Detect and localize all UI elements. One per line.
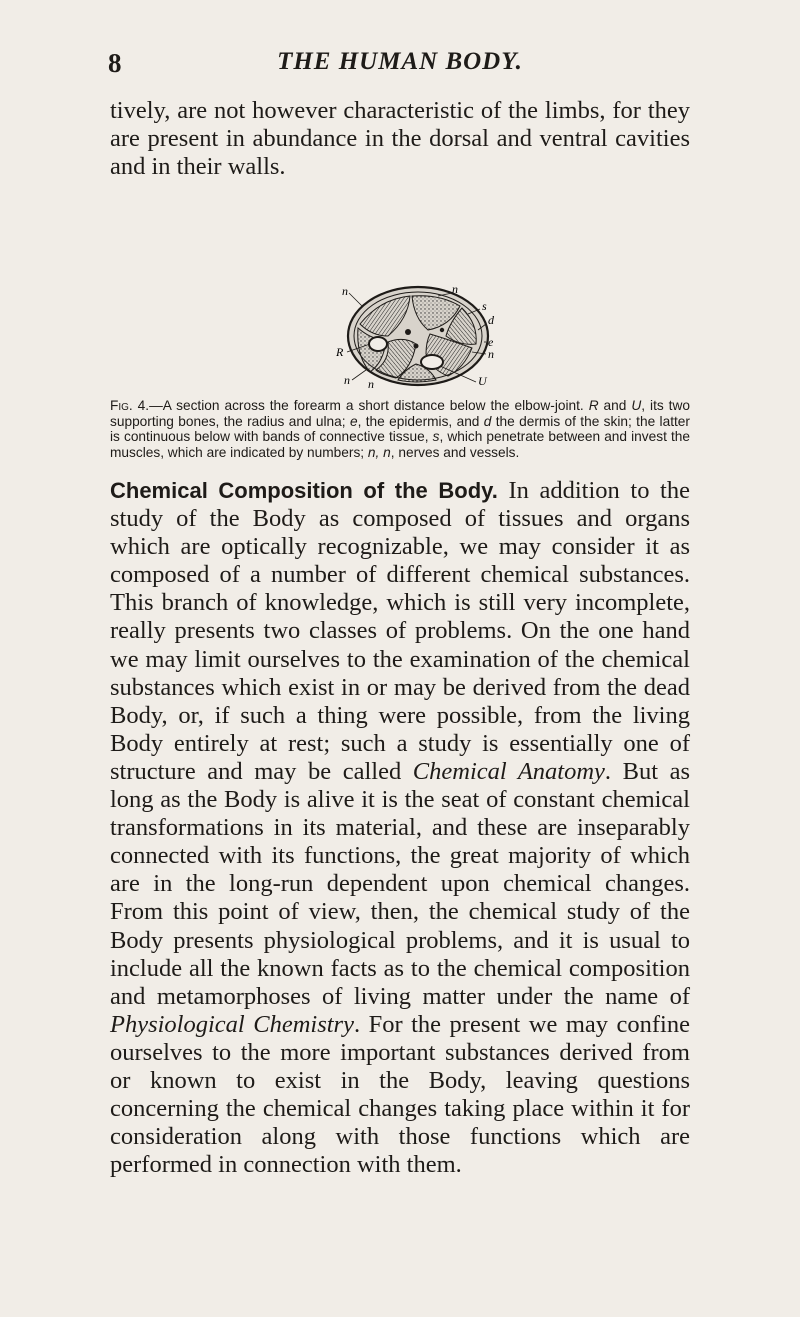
caption-text-2: and <box>598 398 632 413</box>
figure-label-R: R <box>336 345 344 359</box>
figure-caption <box>110 398 690 460</box>
intro-paragraph: tively, are not however characteristic of the limbs, for they are present in abundance in the dorsal and ventral cavities and in their walls. <box>110 97 690 181</box>
caption-d: d <box>483 413 492 429</box>
section-text-1: In addition to the study of the Body as composed of tissues and organs which are optically recognizable, we may consider it as composed of a number of different chemical substances. This branch of knowledge, which is still very incomplete, really presents two classes of problems. On the one hand we may limit ourselves to the examination of the chemical substances which exist in or may be derived from the dead Body, or, if such a thing were possible, from the living Body entirely at rest; such a study is essentially one of structure and may be called <box>110 477 690 785</box>
chemical-composition-paragraph <box>110 477 690 1179</box>
caption-text-3: , its two supporting bones, the radius and ulna; <box>110 398 690 429</box>
figure-label-e: e <box>488 335 494 349</box>
figure-label-n-right: n <box>488 347 494 361</box>
caption-U: U <box>631 398 642 413</box>
term-physiological-chemistry: Physiological Chemistry <box>110 1010 354 1038</box>
caption-text-5: the dermis of the skin; the latter is continuous below with bands of connective tissue, <box>110 413 690 444</box>
section-text-3: . For the present we may confine ourselves to the more important substances derived from or known to exist in the Body, leaving questions concerning the chemical changes taking place within it for consideration along with those functions which are performed in connection with them. <box>110 1010 690 1179</box>
caption-figure-number: Fig. 4. <box>110 398 150 413</box>
figure-label-n-top: n <box>342 284 348 298</box>
figure-label-n-bottom: n <box>344 373 350 387</box>
term-chemical-anatomy: Chemical Anatomy <box>412 757 605 785</box>
page-number: 8 <box>108 48 122 78</box>
section-heading: Chemical Composition of the Body. <box>110 478 498 503</box>
caption-e: e <box>349 413 358 429</box>
caption-s: s <box>432 429 440 444</box>
section-text-2: . But as long as the Body is alive it is the seat of constant chemical transformations in its material, and these are inseparably connected with its functions, the great majority of which are in the long-run dependent upon chemical changes. From this point of view, then, the chemical study of the Body presents physiological problems, and it is usual to include all the known facts as to the chemical composition and metamorphoses of living matter under the name of <box>110 757 690 1010</box>
forearm-section-illustration <box>300 284 560 390</box>
caption-text-6: , which penetrate between and invest the muscles, which are indicated by numbers; <box>110 429 690 460</box>
running-title: THE HUMAN BODY. <box>277 48 523 75</box>
figure-label-n-bottom2: n <box>368 377 374 390</box>
caption-text-4: , the epidermis, and <box>357 413 484 429</box>
figure-label-U: U <box>478 374 487 388</box>
figure-label-d: d <box>488 313 494 327</box>
figure-label-s: s <box>482 299 487 313</box>
figure-label-n-top2: n <box>452 284 458 296</box>
caption-text-7: , nerves and vessels. <box>390 444 520 460</box>
caption-n: n, n <box>367 444 391 460</box>
running-head <box>108 46 692 82</box>
caption-R: R <box>588 398 599 413</box>
forearm-cross-section-figure <box>300 284 560 390</box>
caption-text-1: —A section across the forearm a short distance below the elbow-joint. <box>149 398 589 413</box>
